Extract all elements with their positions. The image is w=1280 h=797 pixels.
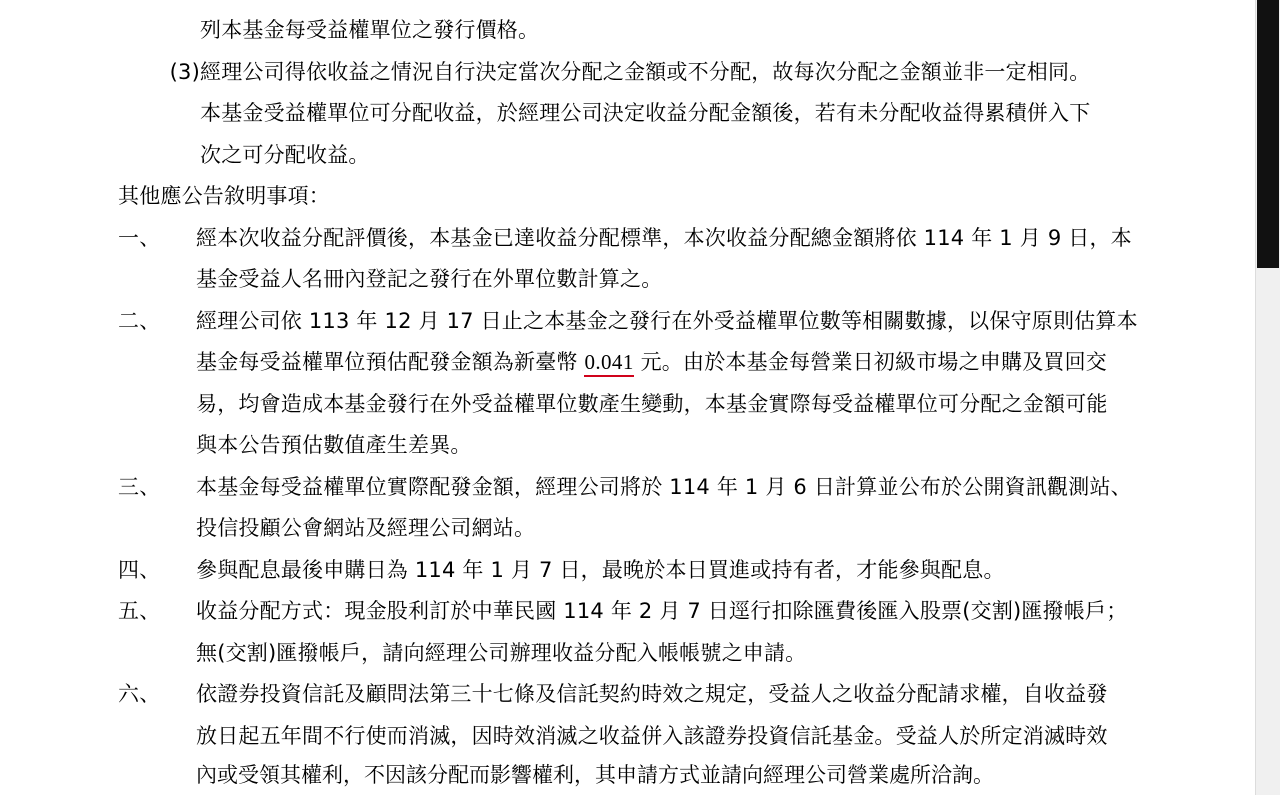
- section-heading: 其他應公告敘明事項：: [118, 184, 330, 208]
- list-item-4-row-1: [118, 550, 1216, 592]
- continuation-text: 列本基金每受益權單位之發行價格。: [200, 18, 540, 42]
- list-item-1-marker: 一、: [118, 225, 161, 250]
- list-item-2-line-3: 易，均會造成本基金發行在外受益權單位數產生變動，本基金實際每受益權單位可分配之金額可能: [196, 391, 1108, 416]
- list-item-3-row-1: [118, 467, 1216, 509]
- list-item-5-marker: 五、: [118, 599, 161, 623]
- list-item-2-line-4: 與本公告預估數值產生差異。: [196, 433, 472, 457]
- list-item-6-row-2: [118, 716, 1216, 758]
- list-item-6-marker: 六、: [118, 682, 161, 706]
- list-item-4-marker: 四、: [118, 557, 161, 582]
- clipped-bottom-line: [118, 763, 1240, 795]
- sub-item-3-marker: (3): [169, 59, 200, 84]
- vertical-scrollbar-thumb[interactable]: [1257, 0, 1279, 268]
- list-item-1-line-1: 經本次收益分配評價後，本基金已達收益分配標準，本次收益分配總金額將依 114 年 1 月 9 日，本: [196, 225, 1132, 250]
- list-item-5-row-1: [118, 591, 1216, 633]
- list-item-2-row-4: [118, 425, 1216, 467]
- list-item-1-row-2: [118, 259, 1216, 301]
- list-item-3-line-2: 投信投顧公會網站及經理公司網站。: [196, 516, 536, 540]
- list-item-1-row-1: [118, 218, 1216, 260]
- list-item-1: [118, 218, 1216, 301]
- list-item-6-line-1: 依證券投資信託及顧問法第三十七條及信託契約時效之規定，受益人之收益分配請求權，自收益發: [196, 682, 1108, 706]
- list-item-2-row-1: [118, 301, 1216, 343]
- sub-item-3-line-3: 次之可分配收益。: [200, 142, 370, 167]
- list-item-5-line-1: 收益分配方式：現金股利訂於中華民國 114 年 2 月 7 日逕行扣除匯費後匯入股票(交割)匯撥帳戶；: [196, 599, 1128, 623]
- list-item-2-line-2-prefix: 基金每受益權單位預估配發金額為新臺幣: [196, 350, 585, 374]
- list-item-5: [118, 591, 1216, 674]
- list-item-6-line-2: 放日起五年間不行使而消滅，因時效消滅之收益併入該證券投資信託基金。受益人於所定消滅時效: [196, 723, 1108, 748]
- list-item-3-row-2: [118, 508, 1216, 550]
- list-item-3: [118, 467, 1216, 550]
- sub-item-3-line-2: 本基金受益權單位可分配收益，於經理公司決定收益分配金額後，若有未分配收益得累積併入下: [200, 101, 1091, 125]
- list-item-2-marker: 二、: [118, 308, 161, 333]
- list-item-3-marker: 三、: [118, 474, 161, 499]
- continuation-line: [118, 10, 1216, 52]
- list-item-2-line-1: 經理公司依 113 年 12 月 17 日止之本基金之發行在外受益權單位數等相關數據，以保守原則估算本: [196, 308, 1138, 333]
- list-item-6: [118, 674, 1216, 757]
- list-item-4: [118, 550, 1216, 592]
- list-item-2-line-2-suffix: 元。由於本基金每營業日初級市場之申購及買回交: [633, 350, 1108, 374]
- list-item-2-row-3: [118, 384, 1216, 426]
- sub-item-3: [118, 52, 1216, 177]
- estimated-distribution-amount: 0.041: [584, 350, 633, 377]
- list-item-2-row-2: [118, 342, 1216, 384]
- list-item-3-line-1: 本基金每受益權單位實際配發金額，經理公司將於 114 年 1 月 6 日計算並公布於公開資訊觀測站、: [196, 474, 1132, 499]
- list-item-1-line-2: 基金受益人名冊內登記之發行在外單位數計算之。: [196, 267, 663, 291]
- vertical-scrollbar-track[interactable]: [1255, 0, 1280, 795]
- sub-item-3-first-line: [118, 52, 1216, 94]
- list-item-6-row-1: [118, 674, 1216, 716]
- clipped-bottom-text: 內或受領其權利，不因該分配而影響權利，其申請方式並請向經理公司營業處所洽詢。: [196, 763, 994, 787]
- sub-item-3-third-line: [118, 135, 1216, 177]
- list-item-4-line-1: 參與配息最後申購日為 114 年 1 月 7 日，最晚於本日買進或持有者，才能參與配息。: [196, 557, 1005, 582]
- list-item-2: [118, 301, 1216, 467]
- list-item-5-line-2: 無(交割)匯撥帳戶，請向經理公司辦理收益分配入帳帳號之申請。: [196, 640, 807, 665]
- list-item-5-row-2: [118, 633, 1216, 675]
- list-item-2-line-2: [196, 342, 1216, 384]
- sub-item-3-second-line: [118, 93, 1216, 135]
- sub-item-3-line-1: 經理公司得依收益之情況自行決定當次分配之金額或不分配，故每次分配之金額並非一定相同。: [200, 59, 1091, 84]
